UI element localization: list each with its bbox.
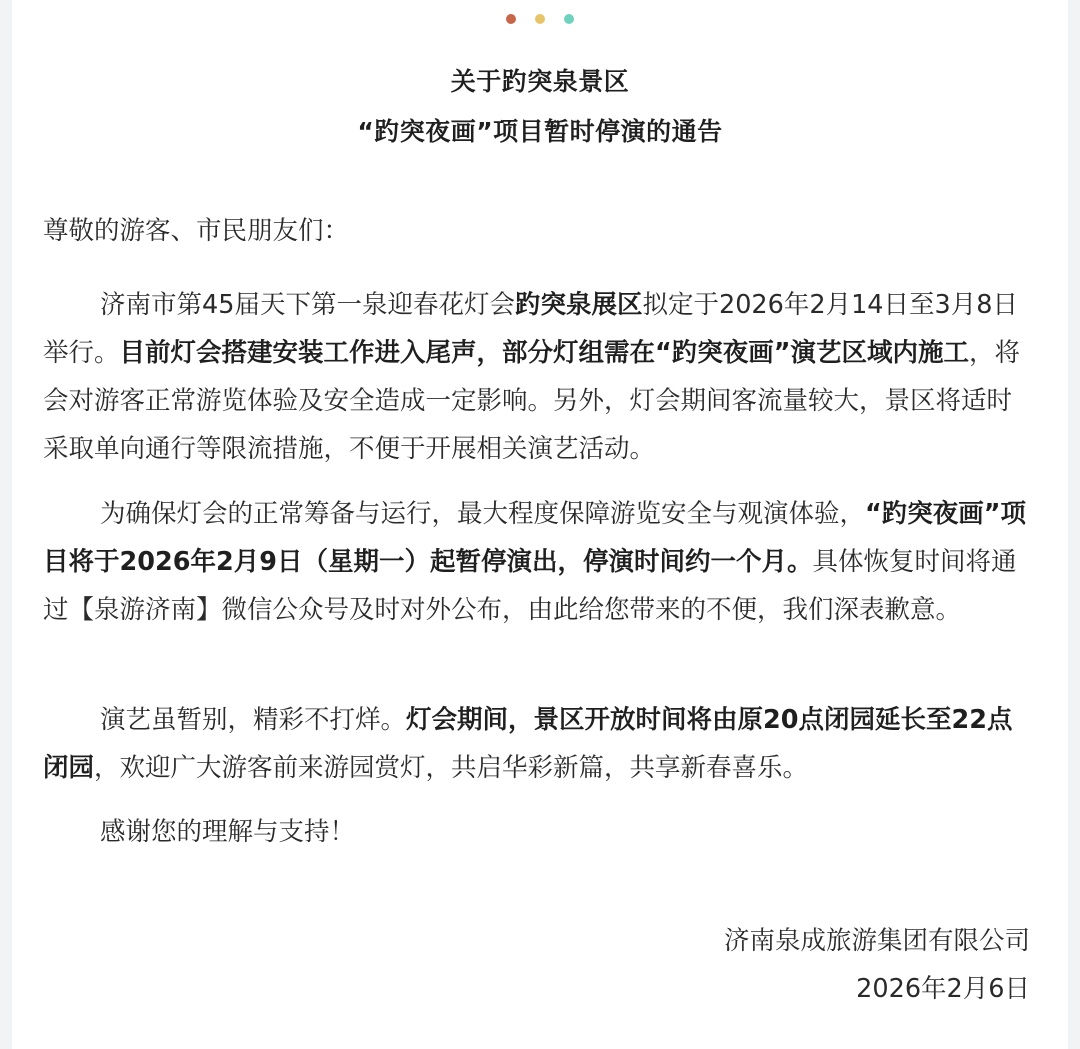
closing-thanks: 感谢您的理解与支持！: [100, 817, 356, 847]
dot-orange-icon: [506, 14, 516, 24]
paragraph1-text: 拟定于2026年2月14日至3月8日举行。: [43, 290, 1018, 368]
paragraph2-text: 为确保灯会的正常筹备与运行，最大程度保障游览安全与观演体验，: [100, 499, 866, 529]
paragraph-lantern-festival: [43, 281, 1037, 473]
paragraph1-text: 济南市第45届天下第一泉迎春花灯会: [100, 290, 515, 320]
paragraph-suspension: [43, 490, 1037, 634]
paragraph3-bold: 灯会期间，景区开放时间将由原20点闭园延长至22点闭园: [43, 705, 1013, 783]
paragraph1-bold: 趵突泉展区: [514, 290, 643, 320]
paragraph1-bold: 目前灯会搭建安装工作进入尾声，部分灯组需在“趵突夜画”演艺区域内施工: [119, 338, 970, 368]
decorative-dots: [12, 14, 1068, 28]
notice-title-line1: 关于趵突泉景区: [450, 67, 630, 96]
paragraph3-text: 演艺虽暂别，精彩不打烊。: [100, 705, 407, 735]
paragraph2-bold: “趵突夜画”项目将于2026年2月9日（星期一）起暂停演出，停演时间约一个月。: [43, 499, 1027, 577]
paragraph3-text: ，欢迎广大游客前来游园赏灯，共启华彩新篇，共享新春喜乐。: [94, 753, 809, 783]
greeting: 尊敬的游客、市民朋友们：: [43, 216, 350, 246]
notice-card: [12, 0, 1068, 1049]
notice-title-line2: “趵突夜画”项目暂时停演的通告: [357, 117, 723, 146]
dot-yellow-icon: [535, 14, 545, 24]
dot-teal-icon: [564, 14, 574, 24]
paragraph-opening-hours: [43, 696, 1037, 792]
paragraph2-text: 具体恢复时间将通过【泉游济南】微信公众号及时对外公布，由此给您带来的不便，我们深表歉意。: [43, 547, 1017, 625]
signature-organization: 济南泉成旅游集团有限公司: [723, 926, 1030, 956]
paragraph1-text: ，将会对游客正常游览体验及安全造成一定影响。另外，灯会期间客流量较大，景区将适时采取单向通行等限流措施，不便于开展相关演艺活动。: [43, 338, 1021, 464]
signature-date: 2026年2月6日: [856, 974, 1030, 1004]
